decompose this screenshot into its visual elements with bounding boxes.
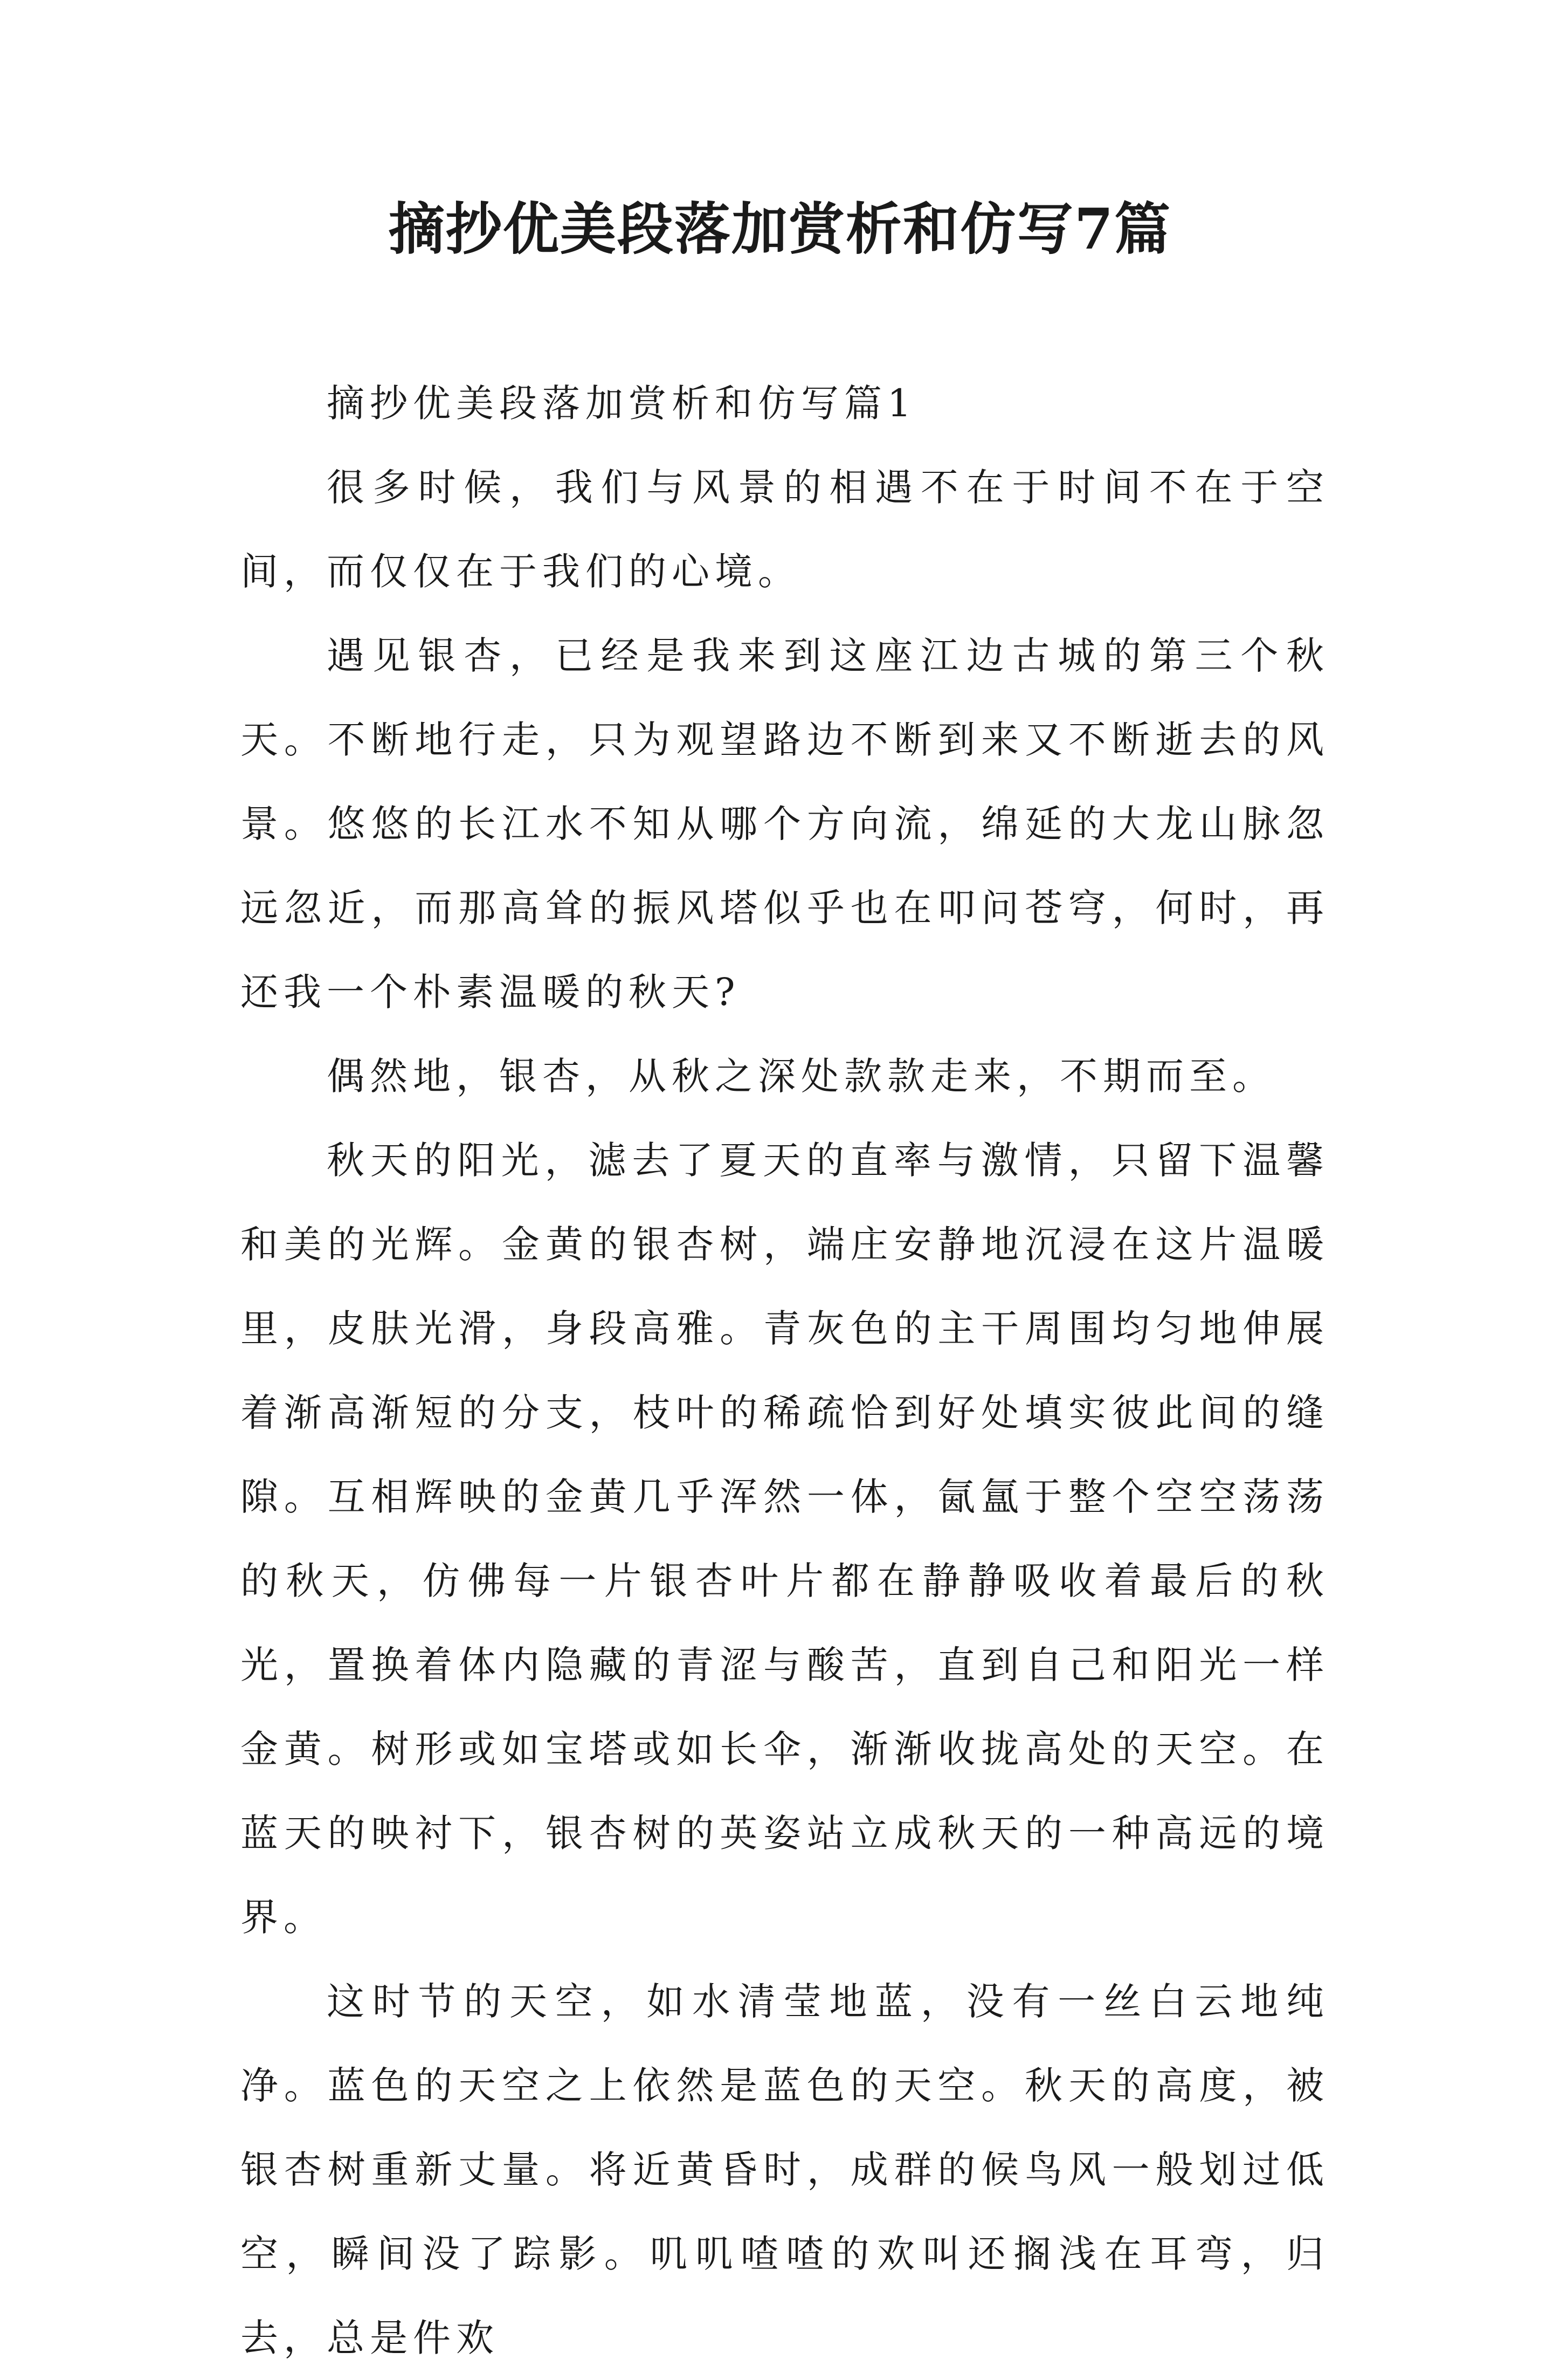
paragraph: 遇见银杏，已经是我来到这座江边古城的第三个秋天。不断地行走，只为观望路边不断到来又不断逝去的风景。悠悠的长江水不知从哪个方向流，绵延的大龙山脉忽远忽近，而那高耸的振风塔似乎也在叩问苍穹，何时，再还我一个朴素温暖的秋天? (240, 634, 1329, 1014)
document-body (240, 361, 1329, 2380)
paragraph: 这时节的天空，如水清莹地蓝，没有一丝白云地纯净。蓝色的天空之上依然是蓝色的天空。秋天的高度，被银杏树重新丈量。将近黄昏时，成群的候鸟风一般划过低空，瞬间没了踪影。叽叽喳喳的欢叫还搁浅在耳弯，归去，总是件欢 (240, 1979, 1329, 2360)
document-title: 摘抄优美段落加赏析和仿写7篇 (388, 196, 1172, 262)
paragraph: 秋天的阳光，滤去了夏天的直率与激情，只留下温馨和美的光辉。金黄的银杏树，端庄安静地沉浸在这片温暖里，皮肤光滑，身段高雅。青灰色的主干周围均匀地伸展着渐高渐短的分支，枝叶的稀疏恰到好处填实彼此间的缝隙。互相辉映的金黄几乎浑然一体，氤氲于整个空空荡荡的秋天，仿佛每一片银杏叶片都在静静吸收着最后的秋光，置换着体内隐藏的青涩与酸苦，直到自己和阳光一样金黄。树形或如宝塔或如长伞，渐渐收拢高处的天空。在蓝天的映衬下，银杏树的英姿站立成秋天的一种高远的境界。 (240, 1138, 1329, 1939)
section-heading: 摘抄优美段落加赏析和仿写篇1 (327, 381, 917, 425)
paragraph: 很多时候，我们与风景的相遇不在于时间不在于空间，而仅仅在于我们的心境。 (240, 465, 1329, 594)
paragraph: 偶然地，银杏，从秋之深处款款走来，不期而至。 (327, 1054, 1275, 1098)
